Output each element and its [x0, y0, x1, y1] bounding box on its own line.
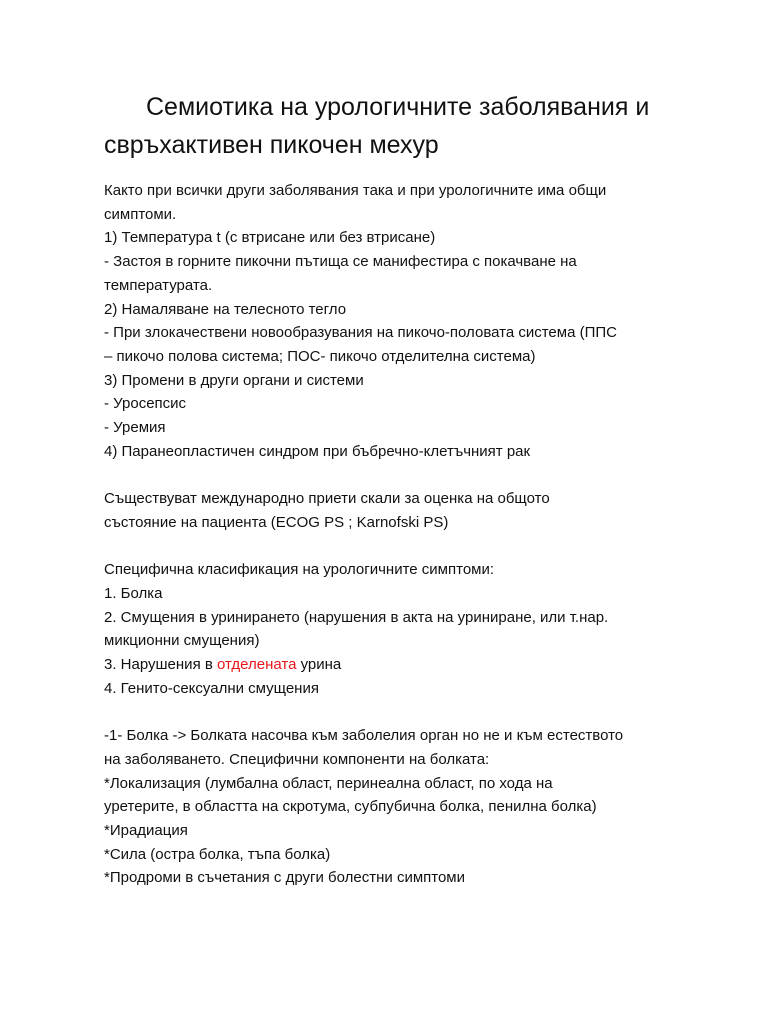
title-line-2: свръхактивен пикочен мехур — [104, 131, 439, 159]
list-item: 2. Смущения в уринирането (нарушения в акта на уриниране, или т.нар. — [104, 608, 609, 626]
document-title — [104, 88, 704, 164]
highlighted-word: отделената — [217, 656, 297, 674]
text-line: - Застоя в горните пикочни пътища се манифестира с покачване на — [104, 253, 577, 271]
text-line: -1- Болка -> Болката насочва към заболелия орган но не и към естеството — [104, 727, 624, 745]
text-line: - Уросепсис — [104, 395, 187, 413]
text-line: Както при всички други заболявания така и при урологичните има общи — [104, 182, 607, 199]
scales-section — [104, 487, 704, 534]
text-line: - Уремия — [104, 419, 166, 437]
document-body — [104, 179, 704, 890]
list-item-continuation: микционни смущения) — [104, 632, 260, 650]
title-line-1: Семиотика на урологичните заболявания и — [146, 93, 650, 121]
text-line: уретерите, в областта на скротума, субпубична болка, пенилна болка) — [104, 798, 597, 816]
text-line: *Ирадиация — [104, 821, 188, 839]
intro-section — [104, 179, 704, 463]
text-line: на заболяването. Специфични компоненти на болката: — [104, 750, 490, 768]
text-line: Съществуват международно приети скали за оценка на общото — [104, 490, 550, 508]
text-line: 2) Намаляване на телесното тегло — [104, 300, 347, 318]
text-line: – пикочо полова система; ПОС- пикочо отделителна система) — [104, 347, 536, 365]
text-line: - При злокачествени новообразувания на пикочо-половата система (ППС — [104, 324, 617, 342]
classification-section — [104, 558, 704, 700]
text-line: 1) Температура t (с втрисане или без втрисане) — [104, 229, 436, 247]
paragraph-gap — [104, 535, 704, 559]
list-item-text: урина — [296, 656, 342, 674]
paragraph-gap — [104, 700, 704, 724]
text-line: симптоми. — [104, 205, 177, 223]
text-line: 4) Паранеопластичен синдром при бъбречно-клетъчният рак — [104, 442, 531, 460]
list-item: 4. Генито-сексуални смущения — [104, 679, 319, 697]
text-line: температурата. — [104, 276, 213, 294]
text-line: 3) Промени в други органи и системи — [104, 371, 364, 389]
pain-section — [104, 724, 704, 890]
list-item-text: 3. Нарушения в — [104, 656, 217, 674]
classification-heading: Специфична класификация на урологичните симптоми: — [104, 561, 495, 579]
text-line: *Сила (остра болка, тъпа болка) — [104, 845, 331, 863]
list-item — [104, 653, 704, 677]
text-line: *Локализация (лумбална област, перинеална област, по хода на — [104, 774, 553, 792]
text-line: *Продроми в съчетания с други болестни симптоми — [104, 869, 465, 887]
paragraph-gap — [104, 463, 704, 487]
list-item: 1. Болка — [104, 584, 163, 602]
text-line: състояние на пациента (ECOG PS ; Karnofski PS) — [104, 513, 449, 531]
